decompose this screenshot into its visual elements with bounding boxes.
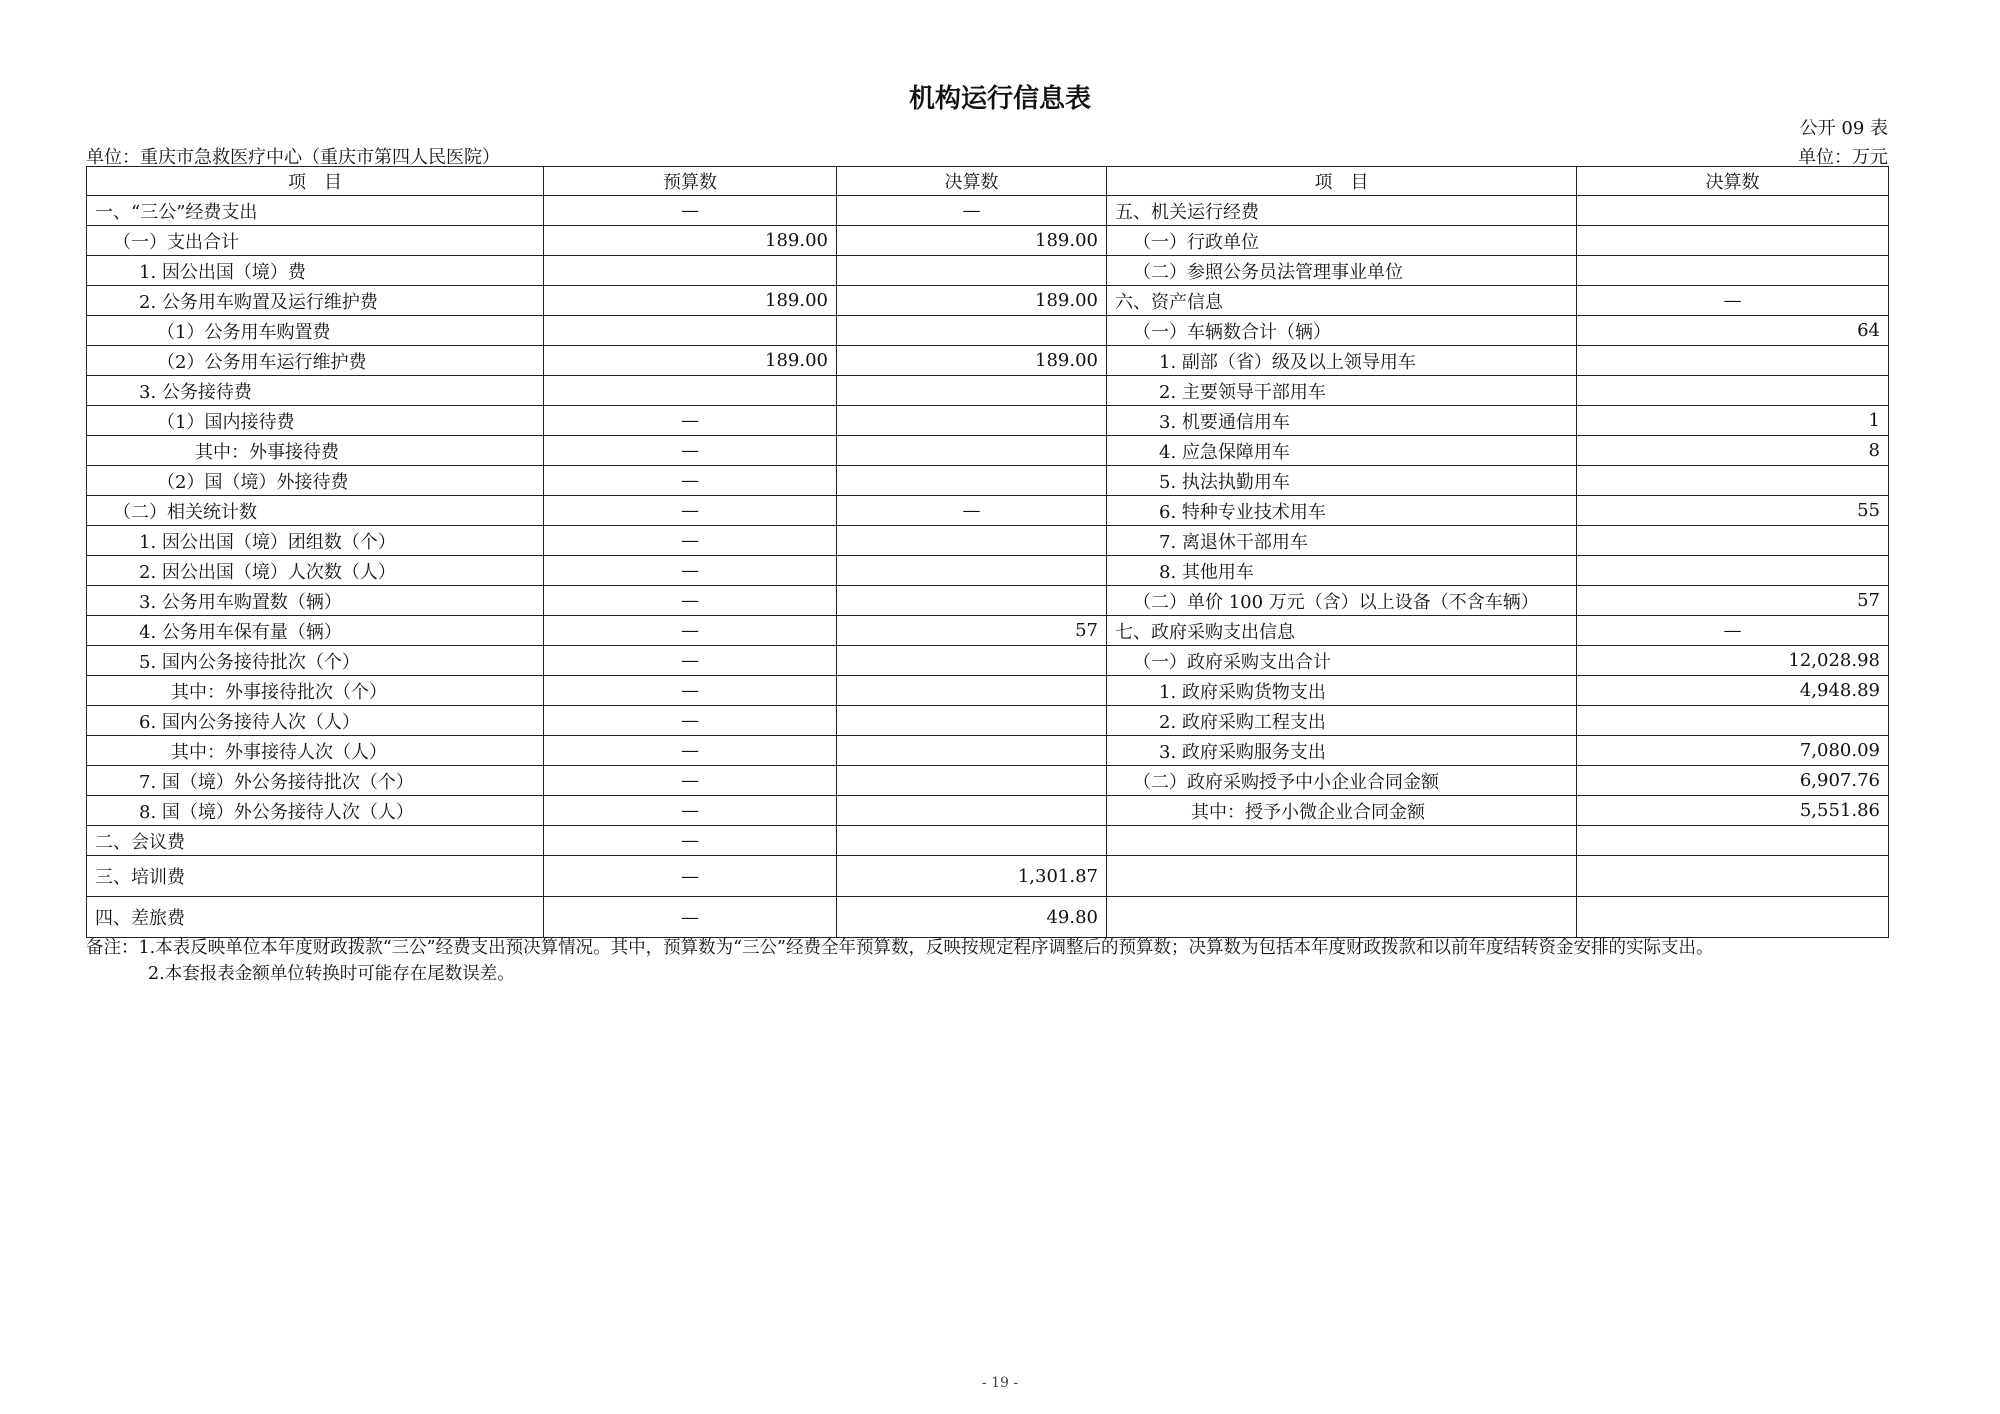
page-title: 机构运行信息表: [908, 84, 1091, 114]
row-final-value-right: 4,948.89: [1577, 676, 1889, 706]
row-final-value-right: 12,028.98: [1577, 646, 1889, 676]
table-row: [87, 256, 1889, 286]
row-final-value-right: [1577, 466, 1889, 496]
row-item-right: [1107, 826, 1577, 856]
row-item-left: 7. 国（境）外公务接待批次（个）: [87, 766, 544, 796]
notes: [86, 935, 1966, 987]
row-item-left: 其中：外事接待费: [87, 436, 544, 466]
row-budget-value: —: [544, 496, 837, 526]
row-budget-value: —: [544, 826, 837, 856]
note-1: 备注：1.本表反映单位本年度财政拨款“三公”经费支出预决算情况。其中，预算数为“三公”经费全年预算数，反映按规定程序调整后的预算数；决算数为包括本年度财政拨款和以前年度结转资金安排的实际支出。: [86, 938, 1714, 958]
row-budget-value: —: [544, 897, 837, 938]
row-item-left: （1）国内接待费: [87, 406, 544, 436]
row-item-right: （一）政府采购支出合计: [1107, 646, 1577, 676]
row-item-right: （二）单价 100 万元（含）以上设备（不含车辆）: [1107, 586, 1577, 616]
row-final-value: [837, 586, 1107, 616]
row-final-value-right: [1577, 376, 1889, 406]
page-number: - 19 -: [981, 1375, 1019, 1391]
row-budget-value: —: [544, 406, 837, 436]
row-final-value: [837, 406, 1107, 436]
row-budget-value: [544, 256, 837, 286]
row-final-value-right: [1577, 526, 1889, 556]
form-number: 公开 09 表: [1799, 118, 1888, 139]
header-budget: 预算数: [544, 167, 837, 196]
row-item-left: 二、会议费: [87, 826, 544, 856]
row-item-right: 六、资产信息: [1107, 286, 1577, 316]
row-budget-value: —: [544, 736, 837, 766]
table-row: [87, 897, 1889, 938]
row-final-value-right: 1: [1577, 406, 1889, 436]
row-budget-value: —: [544, 526, 837, 556]
row-final-value: —: [837, 496, 1107, 526]
row-item-left: 一、“三公”经费支出: [87, 196, 544, 226]
row-item-right: 1. 副部（省）级及以上领导用车: [1107, 346, 1577, 376]
table-row: [87, 646, 1889, 676]
row-final-value-right: 6,907.76: [1577, 766, 1889, 796]
row-item-right: 2. 主要领导干部用车: [1107, 376, 1577, 406]
row-budget-value: [544, 316, 837, 346]
row-item-left: 1. 因公出国（境）费: [87, 256, 544, 286]
table-row: [87, 556, 1889, 586]
header-final-right: 决算数: [1577, 167, 1889, 196]
row-item-right: 3. 政府采购服务支出: [1107, 736, 1577, 766]
row-final-value: [837, 826, 1107, 856]
header-row: [87, 167, 1889, 196]
row-budget-value: —: [544, 766, 837, 796]
row-final-value: 189.00: [837, 286, 1107, 316]
row-item-right: 七、政府采购支出信息: [1107, 616, 1577, 646]
table-row: [87, 856, 1889, 897]
row-budget-value: 189.00: [544, 286, 837, 316]
row-final-value-right: [1577, 826, 1889, 856]
row-item-left: 5. 国内公务接待批次（个）: [87, 646, 544, 676]
row-item-right: [1107, 856, 1577, 897]
table-row: [87, 766, 1889, 796]
row-item-right: （一）行政单位: [1107, 226, 1577, 256]
row-final-value-right: [1577, 346, 1889, 376]
table-row: [87, 346, 1889, 376]
row-final-value: [837, 796, 1107, 826]
table-row: [87, 736, 1889, 766]
row-final-value-right: 55: [1577, 496, 1889, 526]
table-row: [87, 436, 1889, 466]
row-final-value-right: [1577, 856, 1889, 897]
operations-info-table: [86, 166, 1889, 938]
row-final-value-right: 64: [1577, 316, 1889, 346]
row-item-right: 8. 其他用车: [1107, 556, 1577, 586]
row-final-value: 49.80: [837, 897, 1107, 938]
row-item-right: 4. 应急保障用车: [1107, 436, 1577, 466]
row-final-value: [837, 706, 1107, 736]
row-item-left: 3. 公务用车购置数（辆）: [87, 586, 544, 616]
table-row: [87, 316, 1889, 346]
row-final-value: [837, 646, 1107, 676]
row-final-value-right: 57: [1577, 586, 1889, 616]
row-item-right: （一）车辆数合计（辆）: [1107, 316, 1577, 346]
row-final-value-right: [1577, 897, 1889, 938]
header-final-left: 决算数: [837, 167, 1107, 196]
row-item-left: 三、培训费: [87, 856, 544, 897]
row-final-value: 189.00: [837, 346, 1107, 376]
row-item-right: 2. 政府采购工程支出: [1107, 706, 1577, 736]
row-final-value: [837, 766, 1107, 796]
row-budget-value: —: [544, 556, 837, 586]
row-final-value: 1,301.87: [837, 856, 1107, 897]
row-final-value-right: 8: [1577, 436, 1889, 466]
row-item-left: （一）支出合计: [87, 226, 544, 256]
row-item-right: 3. 机要通信用车: [1107, 406, 1577, 436]
row-item-right: （二）参照公务员法管理事业单位: [1107, 256, 1577, 286]
row-item-left: 其中：外事接待批次（个）: [87, 676, 544, 706]
row-final-value-right: [1577, 226, 1889, 256]
row-final-value-right: [1577, 706, 1889, 736]
header-item-right: 项 目: [1107, 167, 1577, 196]
row-item-right: 6. 特种专业技术用车: [1107, 496, 1577, 526]
table-row: [87, 526, 1889, 556]
row-item-left: 8. 国（境）外公务接待人次（人）: [87, 796, 544, 826]
row-item-left: 6. 国内公务接待人次（人）: [87, 706, 544, 736]
currency-unit: 单位：万元: [1798, 147, 1888, 168]
row-final-value-right: 5,551.86: [1577, 796, 1889, 826]
table-row: [87, 676, 1889, 706]
row-item-left: 2. 因公出国（境）人次数（人）: [87, 556, 544, 586]
row-final-value-right: [1577, 196, 1889, 226]
row-budget-value: [544, 376, 837, 406]
row-budget-value: —: [544, 646, 837, 676]
row-budget-value: —: [544, 796, 837, 826]
row-item-left: 4. 公务用车保有量（辆）: [87, 616, 544, 646]
table-row: [87, 706, 1889, 736]
row-item-left: （2）公务用车运行维护费: [87, 346, 544, 376]
row-budget-value: —: [544, 856, 837, 897]
row-final-value: —: [837, 196, 1107, 226]
row-budget-value: —: [544, 676, 837, 706]
row-final-value: 57: [837, 616, 1107, 646]
table-row: [87, 466, 1889, 496]
row-budget-value: —: [544, 466, 837, 496]
table-row: [87, 826, 1889, 856]
row-final-value: [837, 436, 1107, 466]
table-row: [87, 286, 1889, 316]
row-budget-value: —: [544, 436, 837, 466]
row-item-right: 7. 离退休干部用车: [1107, 526, 1577, 556]
row-final-value-right: [1577, 556, 1889, 586]
row-item-right: [1107, 897, 1577, 938]
row-final-value-right: 7,080.09: [1577, 736, 1889, 766]
row-item-left: 其中：外事接待人次（人）: [87, 736, 544, 766]
table-row: [87, 616, 1889, 646]
row-item-left: 3. 公务接待费: [87, 376, 544, 406]
row-item-right: 其中：授予小微企业合同金额: [1107, 796, 1577, 826]
row-item-left: （1）公务用车购置费: [87, 316, 544, 346]
table-row: [87, 406, 1889, 436]
row-final-value: 189.00: [837, 226, 1107, 256]
note-2: 2.本套报表金额单位转换时可能存在尾数误差。: [148, 964, 515, 984]
row-item-left: 2. 公务用车购置及运行维护费: [87, 286, 544, 316]
row-budget-value: —: [544, 196, 837, 226]
row-final-value: [837, 316, 1107, 346]
row-item-right: 五、机关运行经费: [1107, 196, 1577, 226]
row-final-value: [837, 256, 1107, 286]
row-item-left: 1. 因公出国（境）团组数（个）: [87, 526, 544, 556]
row-final-value-right: —: [1577, 286, 1889, 316]
row-item-right: （二）政府采购授予中小企业合同金额: [1107, 766, 1577, 796]
table-row: [87, 196, 1889, 226]
row-final-value: [837, 736, 1107, 766]
row-item-right: 5. 执法执勤用车: [1107, 466, 1577, 496]
table-row: [87, 586, 1889, 616]
row-final-value: [837, 556, 1107, 586]
row-item-left: 四、差旅费: [87, 897, 544, 938]
reporting-unit: 单位：重庆市急救医疗中心（重庆市第四人民医院）: [86, 147, 500, 168]
row-budget-value: 189.00: [544, 346, 837, 376]
row-final-value-right: —: [1577, 616, 1889, 646]
table-row: [87, 376, 1889, 406]
header-item-left: 项 目: [87, 167, 544, 196]
row-budget-value: —: [544, 586, 837, 616]
row-final-value: [837, 376, 1107, 406]
row-final-value: [837, 526, 1107, 556]
row-final-value-right: [1577, 256, 1889, 286]
row-item-left: （2）国（境）外接待费: [87, 466, 544, 496]
row-final-value: [837, 676, 1107, 706]
row-item-left: （二）相关统计数: [87, 496, 544, 526]
table-row: [87, 226, 1889, 256]
table-row: [87, 796, 1889, 826]
row-item-right: 1. 政府采购货物支出: [1107, 676, 1577, 706]
row-budget-value: —: [544, 616, 837, 646]
table-row: [87, 496, 1889, 526]
row-budget-value: —: [544, 706, 837, 736]
row-budget-value: 189.00: [544, 226, 837, 256]
row-final-value: [837, 466, 1107, 496]
